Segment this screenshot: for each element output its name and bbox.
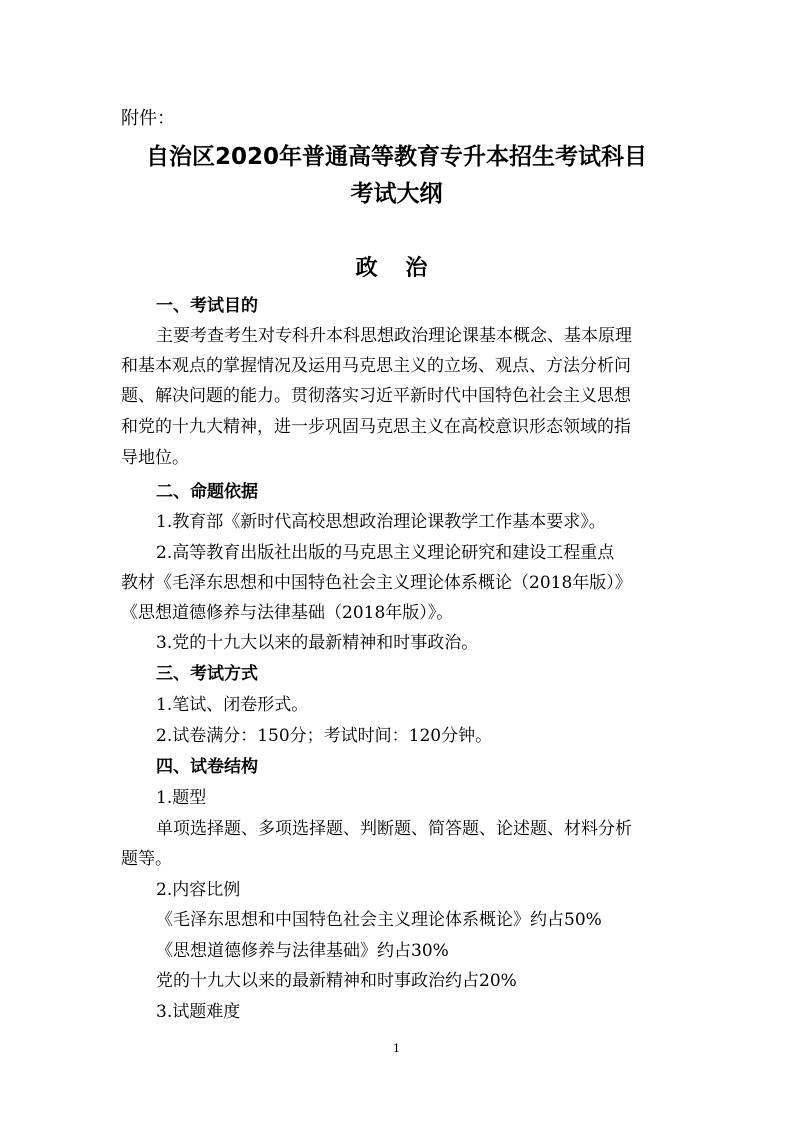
section1-heading: 一、考试目的 (156, 296, 258, 316)
section1-text: 和党的十九大精神，进一步巩固马克思主义在高校意识形态领域的指 (121, 417, 631, 437)
section4-heading: 四、试卷结构 (156, 757, 258, 777)
section3-heading: 三、考试方式 (156, 664, 258, 684)
section1-text: 导地位。 (121, 448, 189, 468)
section3-item: 1.笔试、闭卷形式。 (156, 695, 309, 715)
document-title-line1: 自治区2020年普通高等教育专升本招生考试科目 (145, 144, 647, 170)
section4-item: 3.试题难度 (156, 1002, 241, 1022)
section4-text: 单项选择题、多项选择题、判断题、简答题、论述题、材料分析 (156, 819, 632, 839)
attachment-label: 附件： (121, 108, 175, 129)
document-title-line2: 考试大纲 (350, 181, 443, 207)
section4-ratio: 党的十九大以来的最新精神和时事政治约占20% (156, 971, 517, 991)
section4-ratio: 《思想道德修养与法律基础》约占30% (156, 941, 449, 961)
section4-text: 题等。 (121, 849, 172, 869)
section2-item: 3.党的十九大以来的最新精神和时事政治。 (156, 633, 479, 653)
section1-text: 题、解决问题的能力。贯彻落实习近平新时代中国特色社会主义思想 (121, 386, 631, 406)
section4-item: 1.题型 (156, 788, 207, 808)
section4-ratio: 《毛泽东思想和中国特色社会主义理论体系概论》约占50% (156, 910, 602, 930)
section3-item: 2.试卷满分：150分；考试时间：120分钟。 (156, 726, 493, 746)
section1-text: 主要考查考生对专科升本科思想政治理论课基本概念、基本原理 (156, 326, 632, 346)
subject-heading: 政 治 (355, 256, 438, 281)
section2-item: 《思想道德修养与法律基础（2018年版）》。 (121, 603, 454, 623)
section2-item: 2.高等教育出版社出版的马克思主义理论研究和建设工程重点 (156, 543, 615, 563)
page-number: 1 (393, 1042, 400, 1055)
section4-item: 2.内容比例 (156, 880, 241, 900)
section1-text: 和基本观点的掌握情况及运用马克思主义的立场、观点、方法分析问 (121, 356, 631, 376)
section2-item: 1.教育部《新时代高校思想政治理论课教学工作基本要求》。 (156, 512, 606, 532)
section2-heading: 二、命题依据 (156, 482, 258, 502)
section2-item: 教材《毛泽东思想和中国特色社会主义理论体系概论（2018年版）》 (121, 573, 632, 593)
